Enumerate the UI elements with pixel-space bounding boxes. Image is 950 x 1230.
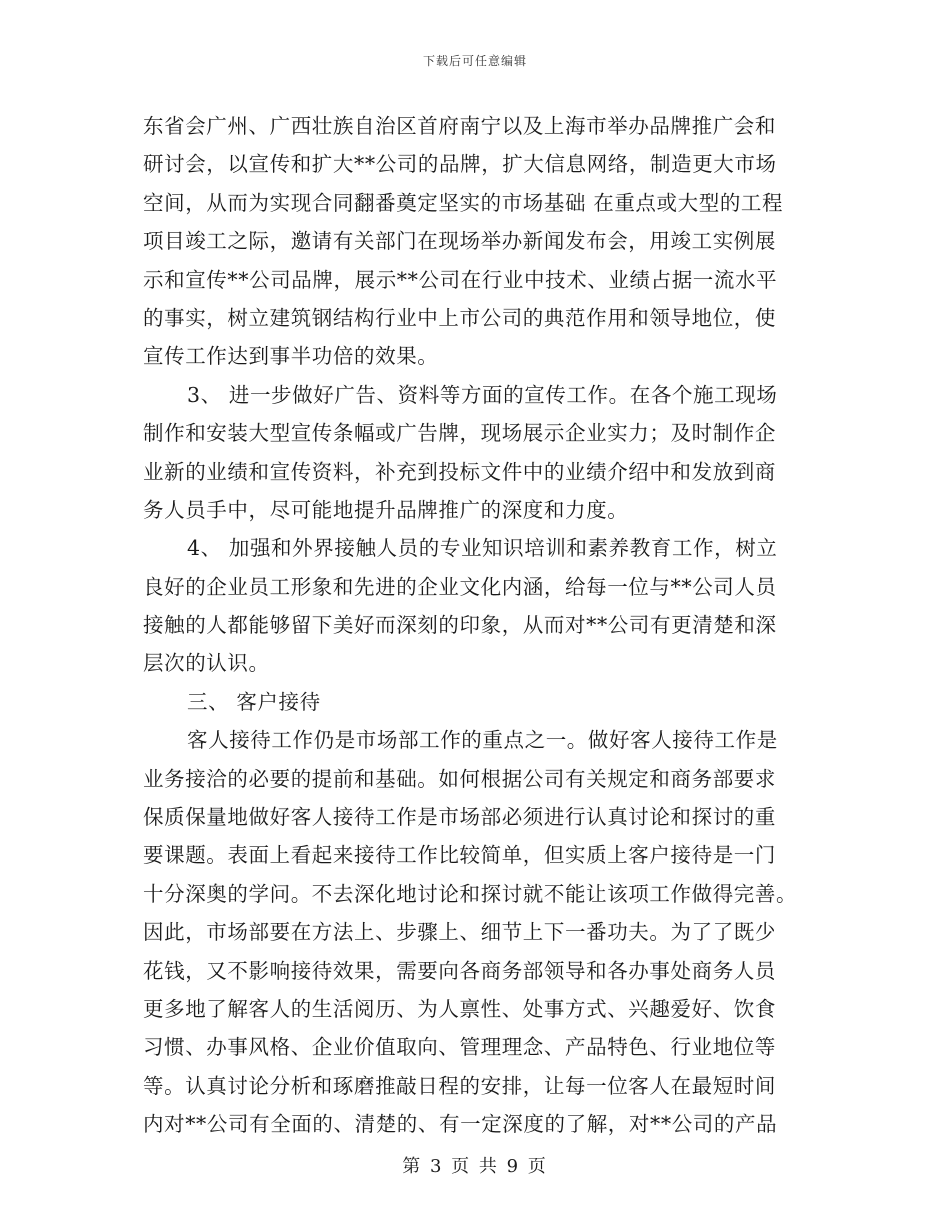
- body-line: 客人接待工作仍是市场部工作的重点之一。做好客人接待工作是: [187, 728, 778, 753]
- page-header: 下载后可任意编辑: [422, 54, 527, 68]
- body-line: 花钱，又不影响接待效果，需要向各商务部领导和各办事处商务人员: [143, 958, 776, 983]
- body-line: 层次的认识。: [143, 651, 270, 676]
- body-line: 空间，从而为实现合同翻番奠定坚实的市场基础 在重点或大型的工程: [143, 190, 784, 215]
- body-line: 东省会广州、广西壮族自治区首府南宁以及上海市举办品牌推广会和: [143, 114, 776, 138]
- body-line: 内对**公司有全面的、清楚的、有一定深度的了解，对**公司的产品: [143, 1112, 778, 1137]
- body-line: 保质保量地做好客人接待工作是市场部必须进行认真讨论和探讨的重: [143, 805, 776, 830]
- document-body: [143, 107, 823, 1144]
- section-heading: 三、 客户接待: [187, 689, 321, 714]
- body-line: 要课题。表面上看起来接待工作比较简单，但实质上客户接待是一门: [143, 843, 776, 868]
- body-line: 3、 进一步做好广告、资料等方面的宣传工作。在各个施工现场: [187, 382, 778, 407]
- body-line: 示和宣传**公司品牌，展示**公司在行业中技术、业绩占据一流水平: [143, 267, 778, 292]
- body-line: 业新的业绩和宣传资料，补充到投标文件中的业绩介绍中和发放到商: [143, 459, 776, 484]
- body-line: 习惯、办事风格、企业价值取向、管理理念、产品特色、行业地位等: [143, 1035, 776, 1060]
- body-line: 项目竣工之际，邀请有关部门在现场举办新闻发布会，用竣工实例展: [143, 229, 776, 254]
- body-line: 等。认真讨论分析和琢磨推敲日程的安排，让每一位客人在最短时间: [143, 1073, 776, 1098]
- body-line: 的事实，树立建筑钢结构行业中上市公司的典范作用和领导地位，使: [143, 305, 776, 330]
- body-line: 更多地了解客人的生活阅历、为人禀性、处事方式、兴趣爱好、饮食: [143, 996, 776, 1021]
- body-line: 良好的企业员工形象和先进的企业文化内涵，给每一位与**公司人员: [143, 574, 777, 599]
- body-line: 研讨会，以宣传和扩大**公司的品牌，扩大信息网络，制造更大市场: [143, 152, 777, 177]
- body-line: 接触的人都能够留下美好而深刻的印象，从而对**公司有更清楚和深: [143, 613, 777, 638]
- body-line: 4、 加强和外界接触人员的专业知识培训和素养教育工作，树立: [187, 536, 778, 561]
- body-line: 务人员手中，尽可能地提升品牌推广的深度和力度。: [143, 497, 629, 522]
- body-line: 业务接洽的必要的提前和基础。如何根据公司有关规定和商务部要求: [143, 766, 776, 791]
- body-line: 因此，市场部要在方法上、步骤上、细节上下一番功夫。为了了既少: [143, 920, 776, 945]
- page-number-footer: 第 3 页 共 9 页: [402, 1156, 548, 1177]
- body-line: 制作和安装大型宣传条幅或广告牌，现场展示企业实力；及时制作企: [143, 421, 776, 446]
- body-line: 宣传工作达到事半功倍的效果。: [143, 344, 439, 369]
- body-line: 十分深奥的学问。不去深化地讨论和探讨就不能让该项工作做得完善。: [143, 881, 798, 906]
